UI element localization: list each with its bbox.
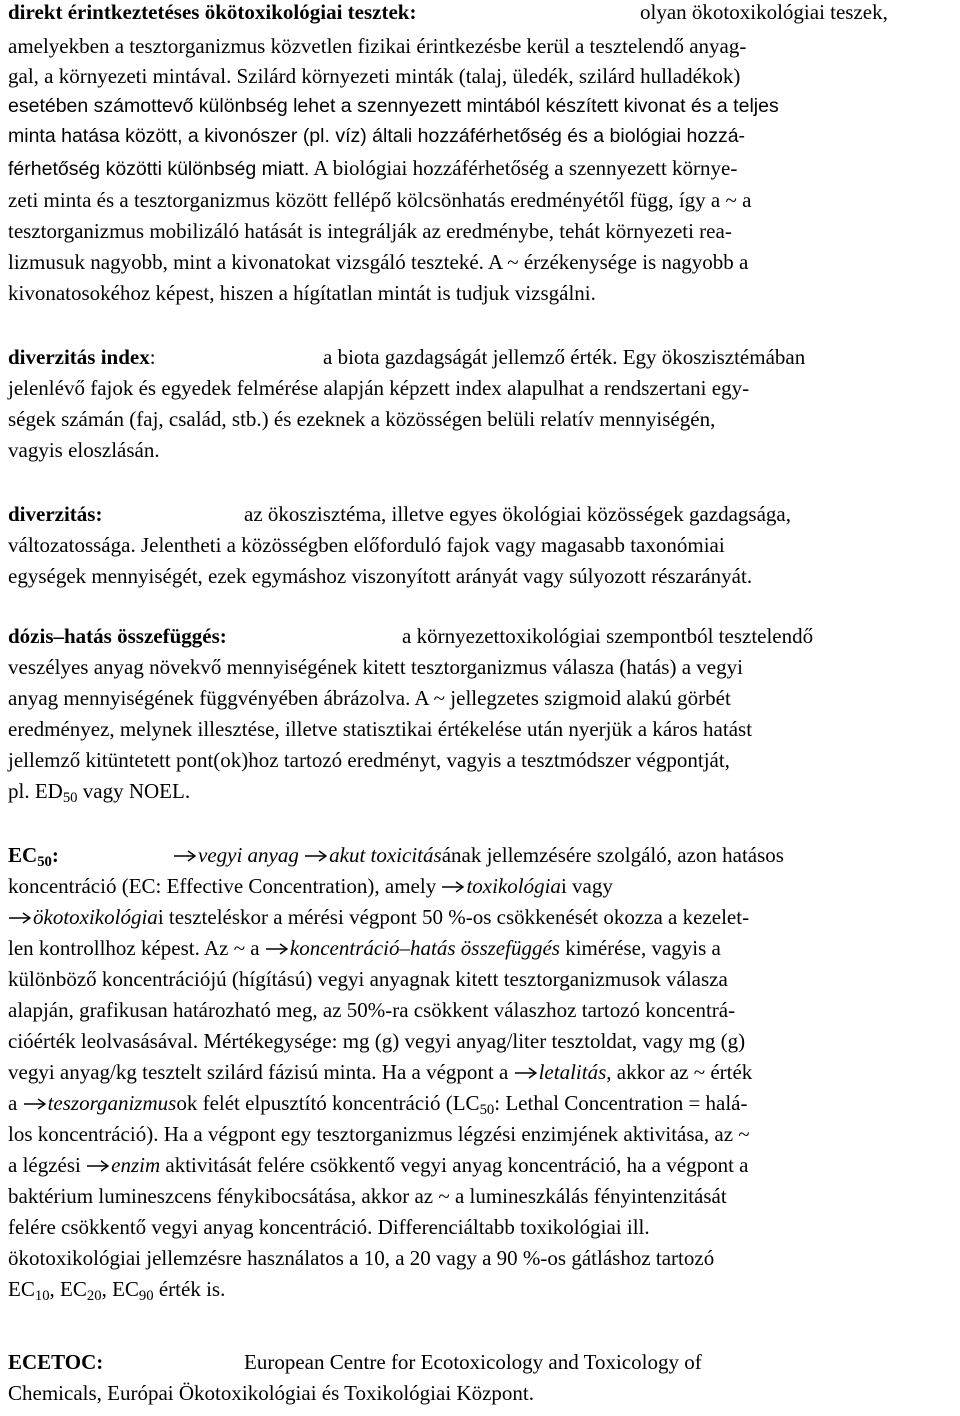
entry-term: diverzitás: (8, 502, 103, 526)
entry-line: alapján, grafikusan határozható meg, az 50%-ra csökkent válaszhoz tartozó koncentrá- (8, 998, 736, 1022)
entry-line: Chemicals, Európai Ökotoxikológiai és Toxikológiai Központ. (8, 1381, 534, 1405)
entry-line: különböző koncentrációjú (hígítású) vegyi anyagnak kitett tesztorganizmusok válasza (8, 967, 728, 991)
entry-term: dózis–hatás összefüggés: (8, 624, 227, 648)
entry-term: $EC_{50}$: (8, 843, 59, 870)
entry-line: diverzitás index: (8, 345, 156, 369)
entry-line: olyan ökotoxikológiai teszek, (640, 0, 888, 24)
crossref-link[interactable]: ökotoxikológia (33, 905, 158, 929)
entry-line: gal, a környezeti mintával. Szilárd környezeti minták (talaj, üledék, szilárd hulladékok) (8, 64, 741, 88)
entry-line (8, 1350, 103, 1374)
entry-line: a biota gazdagságát jellemző érték. Egy ökoszisztémában (323, 345, 806, 369)
entry-line: $EC_{10}$, $EC_{20}$, $EC_{90}$ érték is. (8, 1277, 226, 1304)
entry-line (8, 624, 227, 648)
right-arrow-icon (514, 1066, 538, 1080)
crossref-link[interactable]: enzim (111, 1153, 161, 1177)
entry-line: eredményez, melynek illesztése, illetve statisztikai értékelése után nyerjük a káros hatást (8, 717, 753, 741)
entry-line: amelyekben a tesztorganizmus közvetlen fizikai érintkezésbe kerül a tesztelendő anyag- (8, 34, 747, 58)
entry-term: direkt érintkeztetéses ökötoxikológiai tesztek: (8, 0, 417, 24)
entry-line: baktérium lumineszcens fénykibocsátása, akkor az ~ a lumineszkálás fényintenzitását (8, 1184, 727, 1208)
entry-line: vegyi anyag/kg tesztelt szilárd fázisú minta. Ha a végpont a letalitás, akkor az ~ érték (8, 1060, 753, 1084)
entry-line: ökotoxikológiai jellemzésre használatos a 10, a 20 vagy a 90 %-os gátláshoz tartozó (8, 1246, 715, 1270)
right-arrow-icon (8, 911, 32, 925)
right-arrow-icon (173, 849, 197, 863)
entry-line: European Centre for Ecotoxicology and Toxicology of (244, 1350, 702, 1374)
entry-line: egységek mennyiségét, ezek egymáshoz viszonyított arányát vagy súlyozott részarányát. (8, 564, 753, 588)
entry-line: veszélyes anyag növekvő mennyiségének kitett tesztorganizmus válasza (hatás) a vegyi (8, 655, 743, 679)
crossref-link[interactable]: teszorganizmus (47, 1091, 177, 1115)
right-arrow-icon (304, 849, 328, 863)
entry-line: vegyi anyag akut toxicitásának jellemzésére szolgáló, azon hatásos (173, 843, 784, 867)
entry-line: kivonatosokéhoz képest, hiszen a hígítatlan mintát is tudjuk vizsgálni. (8, 281, 596, 305)
entry-line: los koncentráció). Ha a végpont egy tesztorganizmus légzési enzimjének aktivitása, az ~ (8, 1122, 750, 1146)
right-arrow-icon (23, 1097, 47, 1111)
crossref-link[interactable]: akut toxicitás (329, 843, 442, 867)
entry-line: koncentráció (EC: Effective Concentration), amely toxikológiai vagy (8, 874, 613, 898)
entry-line: ségek számán (faj, család, stb.) és ezeknek a közösségen belüli relatív mennyiségén, (8, 407, 716, 431)
entry-line: a környezettoxikológiai szempontból tesztelendő (402, 624, 814, 648)
entry-line: tesztorganizmus mobilizáló hatását is integrálják az eredménybe, tehát környezeti rea- (8, 219, 732, 243)
entry-line: pl. $ED_{50}$ vagy NOEL. (8, 779, 191, 806)
entry-term: diverzitás index (8, 345, 150, 369)
entry-line: jelenlévő fajok és egyedek felmérése alapján képzett index alapulhat a rendszertani egy- (8, 376, 750, 400)
entry-line (8, 502, 102, 526)
crossref-link[interactable]: toxikológia (466, 874, 561, 898)
entry-term: ECETOC: (8, 1350, 104, 1374)
entry-line: vagyis eloszlásán. (8, 438, 160, 462)
entry-line: férhetőség közötti különbség miatt. A biológiai hozzáférhetőség a szennyezett környe- (8, 156, 738, 180)
entry-line: ökotoxikológiai teszteléskor a mérési végpont 50 %-os csökkenését okozza a kezelet- (8, 905, 749, 929)
entry-line: a légzési enzim aktivitását felére csökkentő vegyi anyag koncentráció, ha a végpont a (8, 1153, 749, 1177)
entry-line: anyag mennyiségének függvényében ábrázolva. A ~ jellegzetes szigmoid alakú görbét (8, 686, 731, 710)
entry-line: esetében számottevő különbség lehet a szennyezett mintából készített kivonat és a teljes (8, 95, 779, 117)
entry-line: az ökoszisztéma, illetve egyes ökológiai közösségek gazdagsága, (244, 502, 791, 526)
entry-line (8, 843, 59, 870)
right-arrow-icon (86, 1159, 110, 1173)
entry-line: felére csökkentő vegyi anyag koncentráció. Differenciáltabb toxikológiai ill. (8, 1215, 650, 1239)
crossref-link[interactable]: vegyi anyag (198, 843, 299, 867)
entry-line: lizmusuk nagyobb, mint a kivonatokat vizsgáló teszteké. A ~ érzékenysége is nagyobb a (8, 250, 749, 274)
entry-line: cióérték leolvasásával. Mértékegysége: mg (g) vegyi anyag/liter tesztoldat, vagy mg (g) (8, 1029, 746, 1053)
right-arrow-icon (265, 942, 289, 956)
entry-line: a teszorganizmusok felét elpusztító koncentráció ($LC_{50}$: Lethal Concentration = halá- (8, 1091, 748, 1118)
crossref-link[interactable]: koncentráció–hatás összefüggés (289, 936, 560, 960)
entry-line: változatossága. Jelentheti a közösségben előforduló fajok vagy magasabb taxonómiai (8, 533, 725, 557)
entry-line (8, 0, 416, 24)
entry-line: jellemző kitüntetett pont(ok)hoz tartozó eredményt, vagyis a tesztmódszer végpontját, (8, 748, 730, 772)
entry-line: len kontrollhoz képest. Az ~ a koncentráció–hatás összefüggés kimérése, vagyis a (8, 936, 721, 960)
entry-line: zeti minta és a tesztorganizmus között fellépő kölcsönhatás eredményétől függ, így a ~ a (8, 188, 752, 212)
entry-line: minta hatása között, a kivonószer (pl. víz) általi hozzáférhetőség és a biológiai hozzá- (8, 125, 746, 147)
right-arrow-icon (441, 880, 465, 894)
crossref-link[interactable]: letalitás (538, 1060, 607, 1084)
